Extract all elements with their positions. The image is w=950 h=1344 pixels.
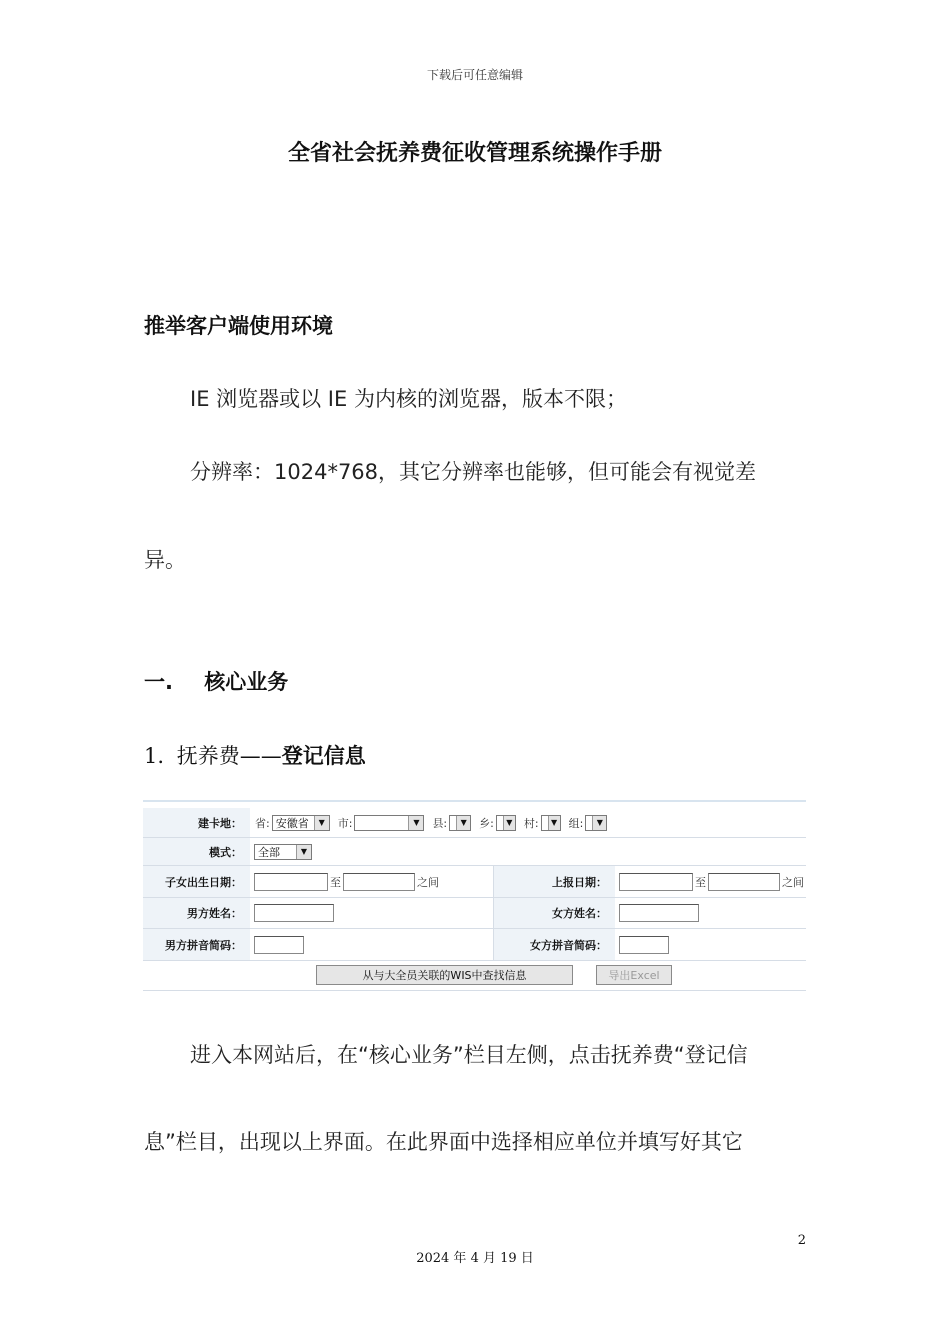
county-select[interactable]	[449, 815, 471, 831]
section-core-title: 核心业务	[204, 670, 289, 694]
birth-date-end-input[interactable]	[343, 873, 415, 891]
report-date-start-input[interactable]	[619, 873, 693, 891]
para-3-line-1: 进入本网站后，在“核心业务”栏目左侧，点击抚养费“登记信	[190, 1043, 748, 1067]
region-selects	[253, 808, 613, 837]
chevron-down-icon: ▼	[592, 816, 606, 830]
province-value: 安徽省	[275, 816, 309, 830]
region-label: 建卡地：	[143, 808, 250, 837]
report-date-label: 上报日期：	[493, 866, 615, 897]
chevron-down-icon: ▼	[296, 845, 311, 859]
page-number: 2	[797, 1233, 806, 1248]
registration-search-form	[143, 800, 806, 992]
mode-value: 全部	[258, 845, 280, 859]
export-excel-button[interactable]: 导出Excel	[596, 965, 672, 985]
section-core-heading	[144, 666, 288, 696]
mode-row	[143, 838, 806, 866]
county-label: 县:	[432, 816, 448, 830]
to-label: 至	[330, 875, 341, 889]
chevron-down-icon: ▼	[456, 816, 470, 830]
region-row	[143, 808, 806, 838]
search-wis-button[interactable]: 从与大全员关联的WIS中查找信息	[316, 965, 573, 985]
section-core-number: 一.	[144, 670, 173, 694]
pinyin-row	[143, 929, 806, 961]
chevron-down-icon: ▼	[408, 816, 423, 830]
female-name-input[interactable]	[619, 904, 699, 922]
group-label: 组:	[568, 816, 584, 830]
section-env-heading: 推举客户端使用环境	[144, 314, 333, 338]
male-name-label: 男方姓名：	[143, 898, 250, 928]
female-name-label: 女方姓名：	[493, 898, 615, 928]
between-label: 之间	[417, 875, 439, 889]
env-para-2-line-2: 异。	[144, 548, 186, 572]
to-label: 至	[695, 875, 706, 889]
para-3-line-2: 息”栏目，出现以上界面。在此界面中选择相应单位并填写好其它	[144, 1130, 743, 1154]
chevron-down-icon: ▼	[503, 816, 515, 830]
subsection-number: 1.	[144, 744, 165, 768]
footer-date: 2024 年 4 月 19 日	[416, 1251, 534, 1266]
between-label: 之间	[782, 875, 804, 889]
village-label: 村:	[523, 816, 539, 830]
male-pinyin-input[interactable]	[254, 936, 304, 954]
chevron-down-icon: ▼	[548, 816, 560, 830]
female-pinyin-label: 女方拼音简码：	[493, 929, 615, 960]
female-pinyin-input[interactable]	[619, 936, 669, 954]
village-select[interactable]	[541, 815, 561, 831]
birth-date-start-input[interactable]	[254, 873, 328, 891]
mode-label: 模式：	[143, 838, 250, 865]
male-pinyin-label: 男方拼音简码：	[143, 929, 250, 960]
child-birth-date-label: 子女出生日期：	[143, 866, 250, 897]
subsection-title: 登记信息	[281, 744, 366, 768]
chevron-down-icon: ▼	[314, 816, 329, 830]
header-note: 下载后可任意编辑	[426, 68, 523, 82]
mode-select[interactable]	[254, 844, 312, 860]
env-para-1: IE 浏览器或以 IE 为内核的浏览器，版本不限；	[190, 387, 627, 411]
group-select[interactable]	[585, 815, 607, 831]
report-date-end-input[interactable]	[708, 873, 780, 891]
city-select[interactable]	[354, 815, 424, 831]
button-row	[143, 961, 806, 991]
town-select[interactable]	[496, 815, 516, 831]
document-title: 全省社会抚养费征收管理系统操作手册	[287, 141, 662, 166]
province-select[interactable]	[272, 815, 330, 831]
subsection-heading	[144, 740, 366, 770]
name-row	[143, 898, 806, 929]
province-label: 省:	[255, 816, 270, 830]
town-label: 乡:	[479, 816, 494, 830]
date-row	[143, 866, 806, 898]
male-name-input[interactable]	[254, 904, 334, 922]
env-para-2-line-1: 分辨率：1024*768，其它分辨率也能够，但可能会有视觉差	[190, 460, 757, 484]
city-label: 市:	[337, 816, 353, 830]
subsection-prefix: 抚养费——	[176, 744, 282, 768]
